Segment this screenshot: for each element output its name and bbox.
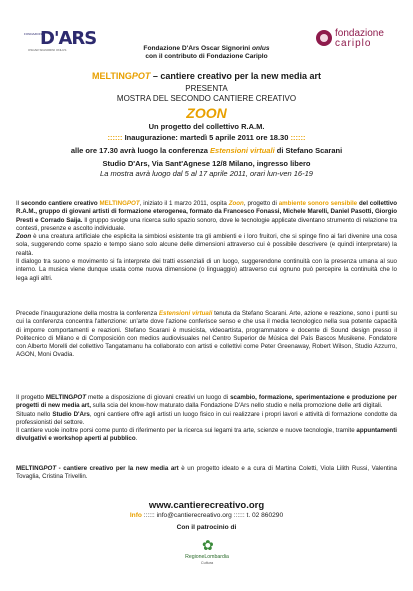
p3-mp1: MELTING bbox=[45, 394, 74, 401]
meltingpot-melting: MELTING bbox=[92, 71, 132, 81]
regione-lombardia-logo bbox=[185, 537, 229, 572]
cariplo-logo-line1: fondazione bbox=[335, 28, 384, 39]
p4-mp1: MELTING bbox=[16, 465, 44, 472]
p1-zoon: Zoon bbox=[228, 200, 244, 207]
p1-h: è una creatura artificiale che esplicita la simbiosi esistente tra gli ambienti e i loro fruitori, che si spinge fino ai fari divenire una cosa sola, suggerendo come spazio e tempo siano solo alcune delle dimensioni attraverso cui è possibile descrivere (e quindi interpretare) la realtà. bbox=[16, 233, 397, 257]
p3-d: sulla scia del know-how maturato dalla Fondazione D'Ars nello studio e nella promozione delle arti digitali. bbox=[90, 402, 383, 410]
info-label: Info bbox=[129, 512, 142, 519]
mostra-line: MOSTRA DEL SECONDO CANTIERE CREATIVO bbox=[116, 94, 297, 103]
dots-right: :::::: bbox=[288, 133, 306, 142]
info-contact[interactable]: :::::: info@cantierecreativo.org :::::: t. 02 860290 bbox=[141, 512, 284, 519]
rosa-camuna-icon: ✿ bbox=[202, 537, 214, 553]
p3-e: Situato nello bbox=[16, 410, 53, 418]
p3-mp2: POT bbox=[73, 394, 86, 401]
paragraph-3 bbox=[16, 394, 397, 444]
conferenza-post: di Stefano Scarani bbox=[274, 146, 343, 155]
patrocinio-line: Con il patrocinio di bbox=[176, 524, 237, 531]
onlus-label: onlus bbox=[251, 45, 270, 52]
conferenza-line bbox=[0, 146, 413, 155]
p1-ambiente: ambiente sonoro sensibile bbox=[278, 200, 358, 207]
conferenza-evento: Estensioni virtuali bbox=[210, 146, 275, 155]
meltingpot-pot: POT bbox=[131, 71, 151, 81]
p1-g: Zoon bbox=[16, 233, 32, 241]
event-title-rest: – cantiere creativo per la new media art bbox=[150, 71, 321, 81]
p4-b: è un progetto ideato e a cura di Martina Coletti, Viola Lilith Russi, Valentina Tovaglia, Cristina Trivellin. bbox=[16, 465, 397, 481]
p3-i: . bbox=[135, 435, 138, 443]
p1-c: , iniziato il 1 marzo 2011, ospita bbox=[139, 200, 229, 207]
presenta-line: PRESENTA bbox=[185, 84, 228, 93]
cariplo-logo-line2: cariplo bbox=[335, 38, 372, 49]
dots-left: :::::: bbox=[107, 133, 125, 142]
p2-a: Precede l'inaugurazione della mostra la conferenza bbox=[16, 310, 159, 317]
dars-logo-fondazione-label: FONDAZIONE bbox=[24, 32, 44, 36]
paragraph-4 bbox=[16, 465, 397, 482]
p3-studio: Studio D'Ars bbox=[52, 410, 90, 418]
p3-b: mette a disposizione di giovani creativi un luogo di bbox=[85, 394, 231, 401]
p3-c: scambio, formazione, sperimentazione e produzione per progetti di new media art, bbox=[16, 394, 397, 410]
p3-h: appuntamenti divulgativi e workshop aperti al pubblico bbox=[16, 427, 397, 443]
inaugurazione-text: Inaugurazione: martedì 5 aprile 2011 ore 18.30 bbox=[124, 133, 289, 142]
fondazione-line bbox=[0, 45, 413, 52]
p3-g: Il cantiere vuole inoltre porsi come punto di riferimento per la ricerca sui legami tra arte, scienze e nuove tecnologie, tramite bbox=[16, 427, 357, 435]
p4-mp2: POT bbox=[43, 465, 57, 472]
collettivo-line: Un progetto del collettivo R.A.M. bbox=[148, 122, 265, 131]
p1-i: Il dialogo tra suono e movimento si fa interprete dei tratti essenziali di un luogo, suggerendone continuità con la presenza umana al suo interno. La musica viene dunque usata come nuova dimensione (o linguaggio) attraverso cui ognuno può percepire la continuità che lo lega agli altri. bbox=[16, 258, 397, 282]
p1-f: Il gruppo svolge una ricerca sullo spazio sonoro, dove le tecnologie applicate diventano strumento di relazione tra contesti, presenze e ascolto individuale. bbox=[16, 216, 398, 232]
p3-a: Il progetto bbox=[16, 394, 46, 401]
p1-mp1: MELTING bbox=[99, 200, 127, 207]
venue-address: Studio D'Ars, Via Sant'Agnese 12/8 Milano, ingresso libero bbox=[102, 159, 311, 168]
paragraph-2 bbox=[16, 310, 397, 360]
fondazione-name: Fondazione D'Ars Oscar Signorini bbox=[143, 45, 251, 52]
p1-a: Il bbox=[16, 200, 21, 207]
p1-e: del collettivo R.A.M., gruppo di giovani artisti di formazione eterogenea, formato da Francesco Fonassi, Michele Marelli, Daniel Pasotti, Giorgio Presti e Corrado Saija. bbox=[16, 200, 397, 224]
zoon-title: ZOON bbox=[186, 105, 227, 121]
p2-b: tenuta da Stefano Scarani. Arte, azione e reazione, sono i punti su cui la conferenza concentra l'attenzione: un'arte dove l'azione conferisce senso e che usa il media tecnologico nella sua potente capacità di imporre comportamenti e reazioni. Stefano Scarani è musicista, videoartista, programmatore e docente di Sound design presso il Politecnico di Milano e di Composición con medios audiovisuales nel Centro Superior de Música del País Bascos Musikene. Fondatore con Alberto Morelli del collettivo Tangatamanu ha collaborato con artisti e collettivi come Peter Greenaway, Robert Wilson, Studio Azzurro, AGON, Moni Ovadia. bbox=[16, 310, 398, 359]
contributo-line: con il contributo di Fondazione Cariplo bbox=[145, 53, 268, 60]
p2-evento: Estensioni virtuali bbox=[158, 310, 213, 317]
conferenza-pre: alle ore 17.30 avrà luogo la conferenza bbox=[70, 146, 211, 155]
dars-logo-subline: OSCAR SIGNORINI ONLUS bbox=[28, 48, 67, 52]
p1-b: secondo cantiere creativo bbox=[20, 200, 100, 207]
venue-dates: La mostra avrà luogo dal 5 al 17 aprile 2011, orari lun-ven 16-19 bbox=[100, 169, 313, 178]
p3-f: , ogni cantiere offre agli artisti un luogo fisico in cui realizzare i propri lavori e attività di formazione condotte da professionisti del settore. bbox=[16, 410, 397, 426]
regione-name: RegioneLombardia bbox=[185, 554, 229, 560]
p4-a: - cantiere creativo per la new media art bbox=[56, 465, 179, 472]
dars-logo-wordmark: D'ARS bbox=[40, 28, 97, 49]
event-title bbox=[0, 71, 413, 81]
inaugurazione-line bbox=[0, 133, 413, 142]
regione-sub: Cultura bbox=[200, 561, 214, 565]
paragraph-1 bbox=[16, 200, 397, 283]
p1-d: , progetto di bbox=[243, 200, 279, 207]
cariplo-seal-icon bbox=[316, 30, 332, 46]
p1-mp2: POT bbox=[126, 200, 140, 207]
website-link[interactable]: www.cantierecreativo.org bbox=[148, 500, 265, 511]
info-line bbox=[0, 512, 413, 519]
